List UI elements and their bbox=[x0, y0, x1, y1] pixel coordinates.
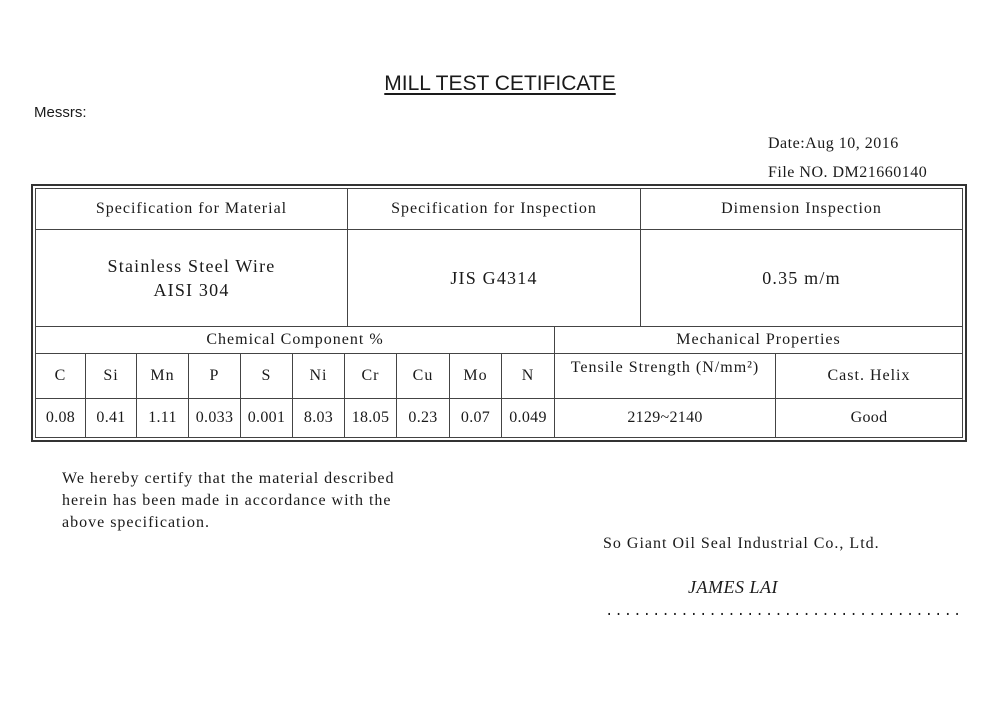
certification-line: above specification. bbox=[62, 514, 210, 531]
element-mn: Mn bbox=[136, 353, 189, 399]
messrs-label: Messrs: bbox=[34, 104, 87, 121]
header-inspection-spec: Specification for Inspection bbox=[347, 188, 641, 230]
value-cu: 0.23 bbox=[396, 398, 450, 438]
date-line: Date:Aug 10, 2016 bbox=[768, 135, 899, 152]
material-spec-value bbox=[35, 229, 348, 327]
value-s: 0.001 bbox=[240, 398, 293, 438]
value-mo: 0.07 bbox=[449, 398, 502, 438]
header-dimension-inspection: Dimension Inspection bbox=[640, 188, 963, 230]
company-name: So Giant Oil Seal Industrial Co., Ltd. bbox=[603, 535, 880, 552]
value-cr: 18.05 bbox=[344, 398, 397, 438]
element-cu: Cu bbox=[396, 353, 450, 399]
signature-line: ...................................... bbox=[605, 604, 963, 620]
value-si: 0.41 bbox=[85, 398, 137, 438]
cast-helix-value: Good bbox=[775, 398, 963, 438]
inspection-spec-value: JIS G4314 bbox=[347, 229, 641, 327]
element-n: N bbox=[501, 353, 555, 399]
element-si: Si bbox=[85, 353, 137, 399]
certification-line: We hereby certify that the material described bbox=[62, 470, 395, 487]
value-c: 0.08 bbox=[35, 398, 86, 438]
mechanical-properties-header: Mechanical Properties bbox=[554, 326, 963, 354]
material-grade: AISI 304 bbox=[153, 280, 230, 300]
document-title bbox=[0, 72, 1000, 96]
element-ni: Ni bbox=[292, 353, 345, 399]
element-s: S bbox=[240, 353, 293, 399]
value-ni: 8.03 bbox=[292, 398, 345, 438]
element-cr: Cr bbox=[344, 353, 397, 399]
tensile-strength-header: Tensile Strength (N/mm²) bbox=[554, 353, 776, 399]
tensile-strength-value: 2129~2140 bbox=[554, 398, 776, 438]
value-p: 0.033 bbox=[188, 398, 241, 438]
certification-line: herein has been made in accordance with the bbox=[62, 492, 392, 509]
value-mn: 1.11 bbox=[136, 398, 189, 438]
element-c: C bbox=[35, 353, 86, 399]
dimension-value: 0.35 m/m bbox=[640, 229, 963, 327]
value-n: 0.049 bbox=[501, 398, 555, 438]
certification-statement bbox=[62, 468, 394, 534]
header-material-spec: Specification for Material bbox=[35, 188, 348, 230]
title-text: MILL TEST CETIFICATE bbox=[384, 72, 616, 95]
chemical-component-header: Chemical Component % bbox=[35, 326, 555, 354]
element-mo: Mo bbox=[449, 353, 502, 399]
file-number: File NO. DM21660140 bbox=[768, 164, 928, 181]
material-name: Stainless Steel Wire bbox=[107, 255, 276, 276]
element-p: P bbox=[188, 353, 241, 399]
cast-helix-header: Cast. Helix bbox=[775, 353, 963, 399]
signature: JAMES LAI bbox=[688, 577, 778, 597]
